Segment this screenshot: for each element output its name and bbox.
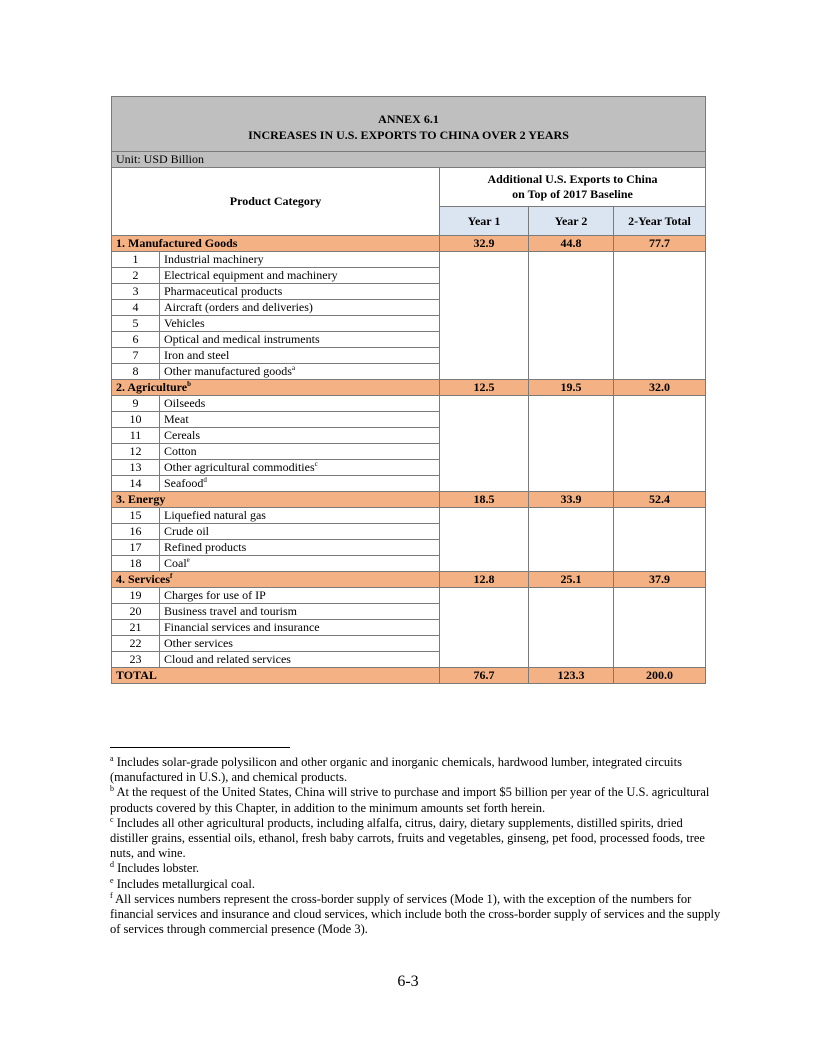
section-total-value: 32.0 <box>614 380 706 396</box>
section-year1-value: 12.5 <box>440 380 529 396</box>
blank-cell <box>529 588 614 668</box>
section-year1-value: 12.8 <box>440 572 529 588</box>
item-row <box>112 396 706 412</box>
item-label-text: Other services <box>164 636 233 650</box>
item-label-text: Other manufactured goods <box>164 364 292 378</box>
section-label-text: 2. Agriculture <box>116 380 188 394</box>
section-year1-value: 18.5 <box>440 492 529 508</box>
section-label-text: 3. Energy <box>116 492 166 506</box>
year1-header: Year 1 <box>440 207 529 236</box>
footnote-mark: c <box>314 460 318 468</box>
footnote-mark: f <box>169 572 173 580</box>
blank-cell <box>529 396 614 492</box>
footnote <box>110 892 722 938</box>
section-year1-value: 32.9 <box>440 236 529 252</box>
item-label <box>160 588 440 604</box>
item-label-text: Liquefied natural gas <box>164 508 266 522</box>
section-total-value: 37.9 <box>614 572 706 588</box>
blank-cell <box>529 252 614 380</box>
item-number: 11 <box>112 428 160 444</box>
item-number: 8 <box>112 364 160 380</box>
total-year1-value: 76.7 <box>440 668 529 684</box>
item-number: 7 <box>112 348 160 364</box>
item-label <box>160 284 440 300</box>
item-label <box>160 316 440 332</box>
item-label <box>160 444 440 460</box>
item-label <box>160 428 440 444</box>
footnotes <box>110 745 722 937</box>
footnote-text: Includes solar-grade polysilicon and other organic and inorganic chemicals, hardwood lumber, integrated circuits (manufactured in U.S.), and chemical products. <box>110 755 682 785</box>
item-row <box>112 588 706 604</box>
item-number: 15 <box>112 508 160 524</box>
section-row <box>112 492 706 508</box>
item-label-text: Industrial machinery <box>164 252 264 266</box>
item-number: 21 <box>112 620 160 636</box>
product-category-header: Product Category <box>112 168 440 236</box>
item-label <box>160 540 440 556</box>
unit-row <box>112 152 706 168</box>
item-number: 10 <box>112 412 160 428</box>
additional-exports-line2: on Top of 2017 Baseline <box>512 187 633 201</box>
footnote <box>110 755 722 785</box>
footnote-mark: a <box>291 364 296 372</box>
item-label <box>160 412 440 428</box>
item-label <box>160 332 440 348</box>
annex-title-line1: ANNEX 6.1 <box>378 112 439 126</box>
item-label-text: Charges for use of IP <box>164 588 266 602</box>
item-label <box>160 476 440 492</box>
item-label-text: Cotton <box>164 444 197 458</box>
item-label <box>160 508 440 524</box>
section-label-text: 4. Services <box>116 572 170 586</box>
footnote-marker: b <box>110 784 114 794</box>
item-label <box>160 348 440 364</box>
footnote <box>110 785 722 815</box>
item-label <box>160 556 440 572</box>
additional-exports-header <box>440 168 706 207</box>
item-number: 19 <box>112 588 160 604</box>
item-number: 14 <box>112 476 160 492</box>
total-header: 2-Year Total <box>614 207 706 236</box>
section-row <box>112 236 706 252</box>
item-row <box>112 252 706 268</box>
item-label-text: Financial services and insurance <box>164 620 320 634</box>
total-year2-value: 123.3 <box>529 668 614 684</box>
blank-cell <box>440 588 529 668</box>
item-label-text: Crude oil <box>164 524 209 538</box>
header-row-1 <box>112 168 706 207</box>
item-number: 17 <box>112 540 160 556</box>
footnote-mark: d <box>203 476 207 484</box>
item-number: 18 <box>112 556 160 572</box>
item-number: 5 <box>112 316 160 332</box>
item-label-text: Other agricultural commodities <box>164 460 315 474</box>
section-total-value: 77.7 <box>614 236 706 252</box>
footnote-marker: c <box>110 814 114 824</box>
item-number: 3 <box>112 284 160 300</box>
footnote <box>110 877 722 892</box>
footnote-marker: d <box>110 860 114 870</box>
blank-cell <box>440 396 529 492</box>
item-label-text: Cereals <box>164 428 200 442</box>
footnote-marker: f <box>110 890 113 900</box>
section-year2-value: 44.8 <box>529 236 614 252</box>
item-label <box>160 636 440 652</box>
section-label <box>112 380 440 396</box>
item-label-text: Coal <box>164 556 187 570</box>
item-number: 22 <box>112 636 160 652</box>
page-number: 6-3 <box>397 973 419 990</box>
footnote-text: Includes all other agricultural products, including alfalfa, citrus, dairy, dietary supplements, distilled spirits, dried distiller grains, essential oils, ethanol, fresh baby carrots, fruits and vegetables, ginseng, pet food, processed foods, tree nuts, and wine. <box>110 815 705 861</box>
blank-cell <box>440 508 529 572</box>
item-label <box>160 396 440 412</box>
section-label <box>112 572 440 588</box>
item-number: 4 <box>112 300 160 316</box>
footnote <box>110 816 722 862</box>
item-number: 20 <box>112 604 160 620</box>
item-number: 13 <box>112 460 160 476</box>
item-label <box>160 364 440 380</box>
section-year2-value: 25.1 <box>529 572 614 588</box>
total-label: TOTAL <box>112 668 440 684</box>
section-row <box>112 572 706 588</box>
item-number: 12 <box>112 444 160 460</box>
footnote-text: All services numbers represent the cross-border supply of services (Mode 1), with the exception of the numbers for financial services and insurance and cloud services, which include both the cross-border supply of services and the supply of services through commercial presence (Mode 3). <box>110 891 721 937</box>
item-label-text: Oilseeds <box>164 396 206 410</box>
item-number: 23 <box>112 652 160 668</box>
annex-title-line2: INCREASES IN U.S. EXPORTS TO CHINA OVER 2 YEARS <box>248 128 569 142</box>
footnote-text: Includes lobster. <box>117 861 200 876</box>
item-label <box>160 524 440 540</box>
additional-exports-line1: Additional U.S. Exports to China <box>487 172 658 186</box>
item-label-text: Optical and medical instruments <box>164 332 320 346</box>
footnote-mark: e <box>186 556 190 564</box>
annex-title <box>112 97 706 152</box>
item-number: 1 <box>112 252 160 268</box>
section-label <box>112 492 440 508</box>
item-label-text: Meat <box>164 412 189 426</box>
annex-table <box>111 96 706 684</box>
item-label <box>160 300 440 316</box>
item-number: 2 <box>112 268 160 284</box>
section-year2-value: 33.9 <box>529 492 614 508</box>
footnote <box>110 861 722 876</box>
item-label-text: Aircraft (orders and deliveries) <box>164 300 313 314</box>
blank-cell <box>440 252 529 380</box>
item-number: 9 <box>112 396 160 412</box>
item-label <box>160 252 440 268</box>
item-label-text: Refined products <box>164 540 247 554</box>
section-year2-value: 19.5 <box>529 380 614 396</box>
item-label-text: Cloud and related services <box>164 652 291 666</box>
blank-cell <box>614 588 706 668</box>
item-label <box>160 460 440 476</box>
annex-title-row <box>112 97 706 152</box>
footnote-marker: e <box>110 875 114 885</box>
footnote-text: At the request of the United States, China will strive to purchase and import $5 billion per year of the U.S. agricultural products covered by this Chapter, in addition to the minimum amounts set forth herein. <box>110 785 710 815</box>
section-label <box>112 236 440 252</box>
item-label <box>160 652 440 668</box>
item-number: 6 <box>112 332 160 348</box>
item-label-text: Business travel and tourism <box>164 604 297 618</box>
item-label-text: Vehicles <box>164 316 205 330</box>
item-row <box>112 508 706 524</box>
blank-cell <box>529 508 614 572</box>
total-row <box>112 668 706 684</box>
item-number: 16 <box>112 524 160 540</box>
total-total-value: 200.0 <box>614 668 706 684</box>
blank-cell <box>614 508 706 572</box>
item-label <box>160 268 440 284</box>
year2-header: Year 2 <box>529 207 614 236</box>
item-label <box>160 604 440 620</box>
section-total-value: 52.4 <box>614 492 706 508</box>
item-label-text: Seafood <box>164 476 204 490</box>
blank-cell <box>614 396 706 492</box>
footnote-text: Includes metallurgical coal. <box>116 876 255 891</box>
section-row <box>112 380 706 396</box>
item-label-text: Electrical equipment and machinery <box>164 268 338 282</box>
blank-cell <box>614 252 706 380</box>
footnote-marker: a <box>110 753 114 763</box>
footnote-mark: b <box>187 380 192 388</box>
unit-label: Unit: USD Billion <box>112 152 706 168</box>
item-label-text: Pharmaceutical products <box>164 284 283 298</box>
section-label-text: 1. Manufactured Goods <box>116 236 238 250</box>
item-label <box>160 620 440 636</box>
item-label-text: Iron and steel <box>164 348 230 362</box>
